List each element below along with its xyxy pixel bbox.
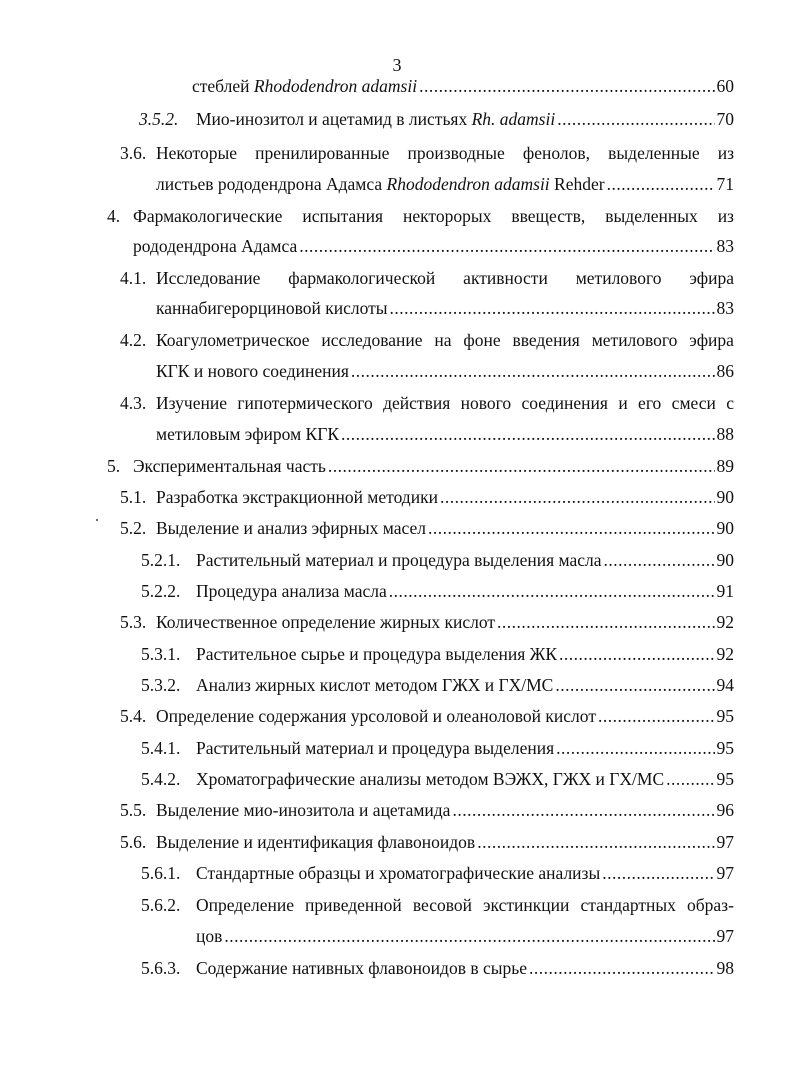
toc-number: 5.2.2. [141, 581, 181, 601]
toc-number: 3.5.2. [139, 109, 179, 129]
toc-number: 5.6.2. [141, 895, 181, 915]
toc-number: 4.1. [120, 268, 147, 288]
toc-entry-e4[interactable]: рододендрона Адамса ..... 83 [133, 234, 734, 258]
toc-entry-e12[interactable]: Процедура анализа масла ..... 91 [196, 579, 734, 603]
toc-number: 5.3. [120, 612, 147, 632]
toc-entry-e9[interactable]: Разработка экстракционной методики ..... 90 [156, 485, 734, 509]
toc-number: 5.4. [120, 706, 147, 726]
page-ref: 92 [716, 644, 734, 664]
page-ref: 97 [716, 832, 734, 852]
page-ref: 90 [716, 518, 734, 538]
page-ref: 91 [716, 581, 734, 601]
page-ref: 94 [716, 675, 734, 695]
page-ref: 95 [716, 769, 734, 789]
toc-entry-e22[interactable]: цов ..... 97 [196, 924, 734, 948]
toc-entry-e7-line1[interactable]: Изучение гипотермического действия нового соединения и его смеси с [156, 393, 734, 413]
toc-entry-e19[interactable]: Выделение мио-инозитола и ацетамида ..... 96 [156, 798, 734, 822]
page-ref: 96 [716, 800, 734, 820]
toc-entry-e5-line1[interactable]: Исследование фармакологической активности метилового эфира [156, 268, 734, 288]
toc-number: 4.2. [120, 330, 147, 350]
toc-entry-e18[interactable]: Хроматографические анализы методом ВЭЖХ, ГЖХ и ГХ/МС ..... 95 [196, 767, 734, 791]
toc-entry-e10[interactable]: Выделение и анализ эфирных масел ..... 90 [156, 516, 734, 540]
toc-entry-e6[interactable]: КГК и нового соединения ..... 86 [156, 359, 734, 383]
toc-number: 5.4.1. [141, 738, 181, 758]
toc-number: 5.6. [120, 832, 147, 852]
toc-number: 4.3. [120, 393, 147, 413]
page-ref: 83 [716, 298, 734, 318]
toc-entry-e3[interactable]: листьев рододендрона Адамса Rhododendron adamsii Rehder ..... 71 [156, 172, 734, 196]
page-ref: 86 [716, 361, 734, 381]
toc-entry-e4-line1[interactable]: Фармакологические испытания некторорых ввеществ, выделенных из [133, 206, 734, 226]
page-ref: 70 [716, 109, 734, 129]
toc-entry-e13[interactable]: Количественное определение жирных кислот ..... 92 [156, 610, 734, 634]
toc-entry-e14[interactable]: Растительное сырье и процедура выделения ЖК ..... 92 [196, 642, 734, 666]
toc-entry-e1[interactable]: стеблей Rhododendron adamsii ..... 60 [192, 74, 734, 98]
page-ref: 88 [716, 424, 734, 444]
toc-number: 5. [107, 456, 121, 476]
page-ref: 95 [716, 738, 734, 758]
toc-number: 5.1. [120, 487, 147, 507]
page-ref: 90 [716, 487, 734, 507]
toc-entry-e5[interactable]: каннабигерорциновой кислоты ..... 83 [156, 296, 734, 320]
toc-number: 5.4.2. [141, 769, 181, 789]
toc-entry-e21[interactable]: Стандартные образцы и хроматографические анализы ..... 97 [196, 861, 734, 885]
toc-number: 5.3.1. [141, 644, 181, 664]
toc-number: 5.6.1. [141, 863, 181, 883]
toc-number: 5.6.3. [141, 958, 181, 978]
page-ref: 89 [716, 456, 734, 476]
toc-number: 4. [107, 206, 121, 226]
toc-entry-e22-line1[interactable]: Определение приведенной весовой экстинкции стандартных образ- [196, 895, 734, 915]
toc-entry-e17[interactable]: Растительный материал и процедура выделения ..... 95 [196, 736, 734, 760]
toc-entry-e20[interactable]: Выделение и идентификация флавоноидов ..... 97 [156, 830, 734, 854]
page-number: 3 [392, 55, 402, 75]
page-ref: 60 [716, 76, 734, 96]
toc-number: 5.2. [120, 518, 147, 538]
page-ref: 92 [716, 612, 734, 632]
page-ref: 97 [716, 926, 734, 946]
toc-number: 5.5. [120, 800, 147, 820]
page-ref: 83 [716, 236, 734, 256]
toc-entry-e15[interactable]: Анализ жирных кислот методом ГЖХ и ГХ/МС ..... 94 [196, 673, 734, 697]
toc-entry-e16[interactable]: Определение содержания урсоловой и олеаноловой кислот ..... 95 [156, 704, 734, 728]
page-ref: 97 [716, 863, 734, 883]
toc-number: 5.2.1. [141, 550, 181, 570]
page-ref: 71 [716, 174, 734, 194]
page-ref: 90 [716, 550, 734, 570]
toc-entry-e11[interactable]: Растительный материал и процедура выделения масла ..... 90 [196, 548, 734, 572]
toc-entry-e23[interactable]: Содержание нативных флавоноидов в сырье ..... 98 [196, 956, 734, 980]
toc-entry-e8[interactable]: Экспериментальная часть ..... 89 [133, 454, 734, 478]
toc-number: 5.3.2. [141, 675, 181, 695]
toc-entry-e2[interactable]: Мио-инозитол и ацетамид в листьях Rh. adamsii ..... 70 [196, 107, 734, 131]
page-ref: 95 [716, 706, 734, 726]
toc-entry-e3-line1[interactable]: Некоторые пренилированные производные фенолов, выделенные из [156, 143, 734, 163]
toc-entry-e7[interactable]: метиловым эфиром КГК ..... 88 [156, 422, 734, 446]
page-ref: 98 [716, 958, 734, 978]
toc-entry-e6-line1[interactable]: Коагулометрическое исследование на фоне введения метилового эфира [156, 330, 734, 350]
toc-number: 3.6. [120, 143, 147, 163]
